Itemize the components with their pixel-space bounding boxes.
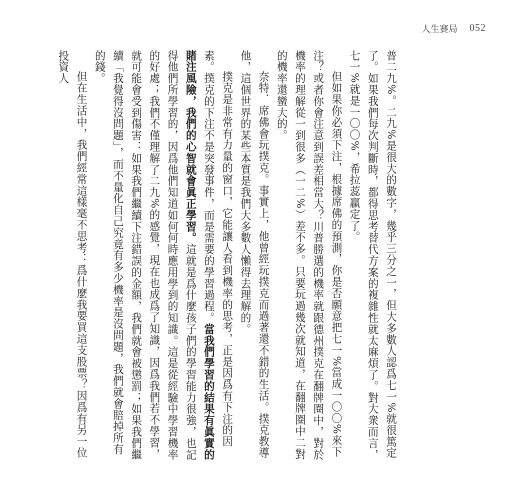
text-run: 撲克是非常有力量的窗口，它能讓人看到機率的思考，正是因爲有下注的因素。撲克的下注不是突發事件，而是需要的學習過程。 bbox=[202, 50, 234, 448]
paragraph bbox=[273, 50, 346, 466]
text-run: 但如果你必須下注，根據席佛的預測，你是否願意把七一%當成一〇〇%來下注？或者你會注意到誤差相當大？川普勝選的機率就跟德州撲克在翻牌圈中，對於機率的理解從一到很多（一二%）差不多。只要玩過幾次就知道，在翻牌圈中二對的機率還蠻大的。 bbox=[275, 50, 343, 461]
paragraph bbox=[54, 50, 90, 466]
vertical-body-text bbox=[57, 50, 400, 466]
paragraph bbox=[236, 50, 272, 466]
text-run: 但在生活中，我們經常這樣毫不思考：爲什麼我要買這支股票？因爲有另一位投資人 bbox=[57, 50, 88, 459]
text-run: 普二九%。二九%是很大的數字，幾乎三分之一，但大多數人認爲七一%就很篤定了。如果我們每次判斷時，都得思考替代方案的複雜性就太麻煩了。對大衆而言，七一%就是一〇〇%，希拉蕊贏定了。 bbox=[348, 50, 397, 461]
text-run: 奈特．席佛會玩撲克。事實上，他曾經玩撲克而過著還不錯的生活。撲克教導他，這個世界的某些本質是我們大多數人懶得去理解的。 bbox=[239, 50, 270, 459]
bold-emphasis-text: 當我們學習的結果有眞實的賭注風險，我們的心智就會眞正學習。 bbox=[184, 50, 215, 461]
page-header bbox=[421, 22, 486, 35]
text-run: 這就是爲什麼孩子們的學習能力很強，也記得他們所學習的，因爲他們知道如何何時應用學到的知識。這是從經驗中學習機率的好處；我們不僅理解了二九%的感覺，現在也成爲了知識，因爲我們若不學習，就可能會受到傷害：如果我們繼續下注錯誤的金額，我們就會被懲罰；如果我們繼續「我覺得沒問題」，而不量化自己究竟有多少機率是沒問題，我們就會賠掉所有的錢。 bbox=[93, 50, 197, 461]
page-number: 052 bbox=[469, 23, 486, 34]
paragraph bbox=[345, 50, 400, 466]
running-head-title: 人生賽局 bbox=[421, 25, 458, 35]
paragraph bbox=[91, 50, 237, 466]
